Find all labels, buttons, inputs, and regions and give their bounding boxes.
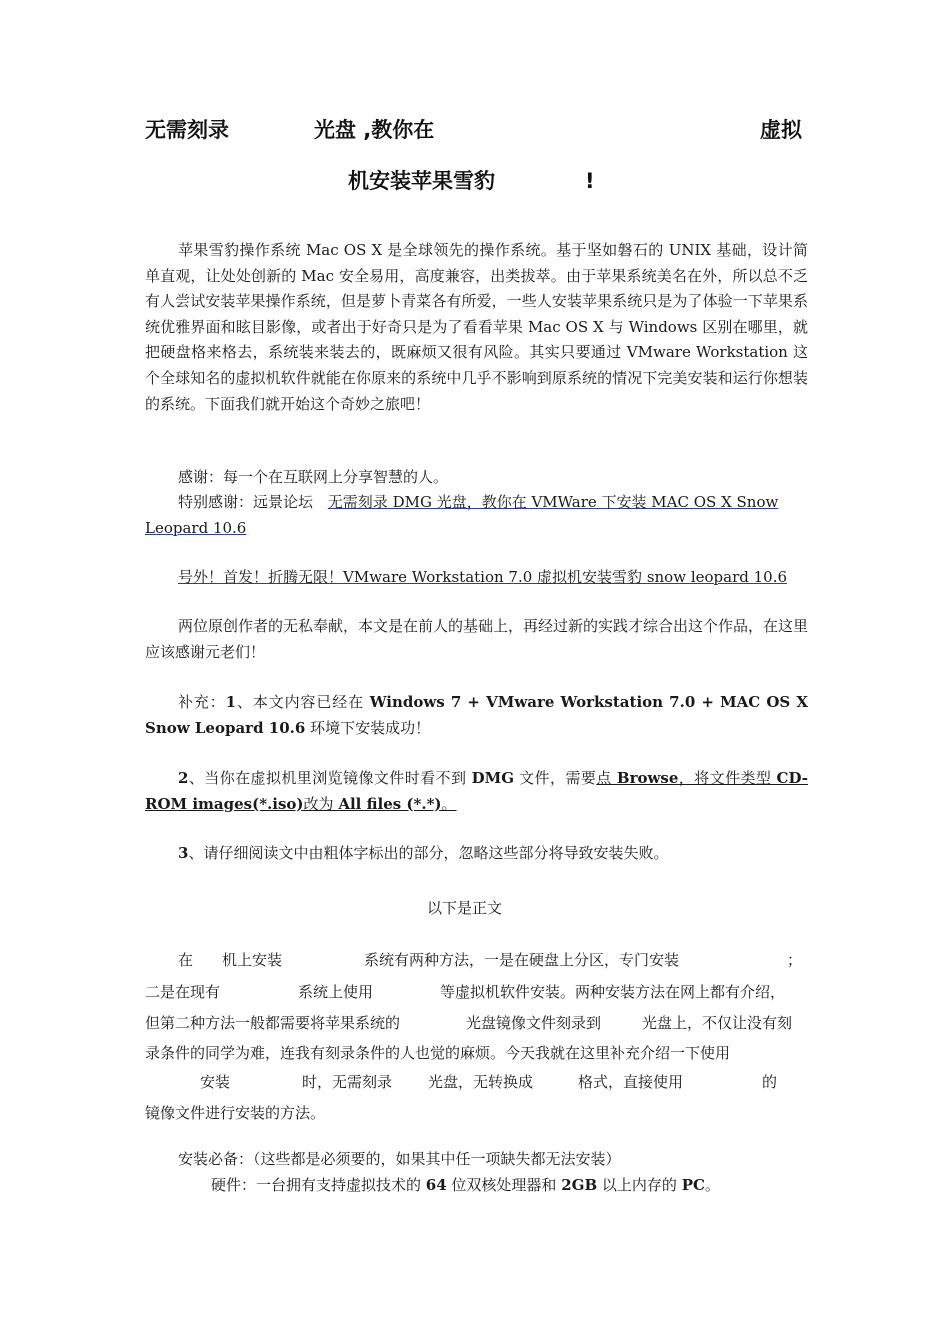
intro-paragraph: 苹果雪豹操作系统 Mac OS X 是全球领先的操作系统。基于坚如磐石的 UNIX 基础，设计简单直观，让处处创新的 Mac 安全易用，高度兼容，出类拔萃。由于苹果系统美名在外，所以总不乏有人尝试安装苹果操作系统，但是萝卜青菜各有所爱，一些人安装苹果系统只是为了体验一下苹果系统优雅界面和眩目影像，或者出于好奇只是为了看看苹果 Mac OS X 与 Windows 区别在哪里，就把硬盘格来格去，系统装来装去的，既麻烦又很有风险。其实只要通过 VMware Workstation 这个全球知名的虚拟机软件就能在你原来的系统中几乎不影响到原系统的情况下完美安装和运行你想装的系统。下面我们就开始这个奇妙之旅吧！ [145,241,808,413]
special-thanks-line [178,490,778,515]
supplement-item-1-post: 环境下安装成功！ [305,718,431,737]
hardware-line [211,1173,720,1198]
body-line-1a: 在 [178,951,194,969]
body-line-2b: 系统上使用 [298,983,374,1001]
body-line-5b: 时，无需刻录 [302,1073,393,1091]
body-line-3a: 但第二种方法一般都需要将苹果系统的 [145,1014,401,1032]
supplement-item-2-mid: 文件，需要 [514,769,597,787]
body-line-3c: 光盘上，不仅让没有刻 [642,1014,793,1032]
hardware-64: 64 [425,1176,447,1194]
supplement-item-3-text: 、请仔细阅读文中由粗体字标出的部分，忽略这些部分将导致安装失败。 [188,844,669,862]
body-line-6: 镜像文件进行安装的方法。 [145,1104,326,1122]
supplement-item-2-u4: 。 [441,794,457,813]
supplement-item-1-number: 1 [225,693,237,711]
requirements-line: 安装必备：（这些都是必须要的，如果其中任一项缺失都无法安装） [178,1150,621,1168]
body-line-3b: 光盘镜像文件刻录到 [466,1014,602,1032]
forum-link-1[interactable]: 无需刻录 DMG 光盘，教你在 VMWare 下安装 MAC OS X Snow [327,493,779,511]
supplement-item-2-number: 2 [178,769,189,787]
supplement-item-2-u1: 点 [596,769,617,787]
body-heading: 以下是正文 [427,899,503,917]
title-line2-part2: ! [585,169,595,193]
body-line-2a: 二是在现有 [145,983,221,1001]
hardware-mid1: 位双核处理器和 [446,1176,562,1194]
all-files-bold: All files (*.*) [338,794,442,813]
supplement-label: 补充： [178,693,226,711]
supplement-item-1-pre: 、本文内容已经在 [236,693,370,711]
supplement-item-1 [145,690,808,741]
body-line-1b: 机上安装 [222,951,283,969]
hardware-2gb: 2GB [561,1176,598,1194]
supplement-item-2-pre: 、当你在虚拟机里浏览镜像文件时看不到 [188,769,472,787]
body-line-5e: 的 [762,1073,778,1091]
supplement-item-2-u2: ，将文件类型 [678,769,777,787]
body-line-5a: 安装 [200,1073,231,1091]
thanks-line: 感谢：每一个在互联网上分享智慧的人。 [178,468,449,486]
title-line1-part3: 虚拟 [760,118,802,142]
body-line-4: 录条件的同学为难，连我有刻录条件的人也觉的麻烦。今天我就在这里补充介绍一下使用 [145,1044,731,1062]
body-line-2c: 等虚拟机软件安装。两种安装方法在网上都有介绍， [440,983,786,1001]
forum-link-1-continued[interactable]: Leopard 10.6 [145,519,247,537]
supplement-item-3 [178,841,668,866]
body-line-5d: 格式，直接使用 [578,1073,684,1091]
body-line-1d: ； [787,951,803,969]
title-line1-part1: 无需刻录 [145,118,229,142]
special-thanks-prefix: 特别感谢：远景论坛 [178,493,314,511]
supplement-item-3-number: 3 [178,844,189,862]
forum-link-2[interactable]: 号外！首发！折腾无限！VMware Workstation 7.0 虚拟机安装雪豹 snow leopard 10.6 [178,568,788,586]
cdrom-images-bold: CD-ROM images(*.iso) [145,769,808,813]
hardware-end: 。 [704,1176,720,1194]
hardware-mid2: 以上内存的 [597,1176,682,1194]
credit-paragraph: 两位原创作者的无私奉献，本文是在前人的基础上，再经过新的实践才综合出这个作品，在这里应该感谢元老们！ [145,617,809,661]
hardware-pre: 硬件：一台拥有支持虚拟技术的 [211,1176,426,1194]
hardware-pc: PC [681,1176,705,1194]
supplement-item-2-u3: 改为 [303,794,339,813]
browse-bold: Browse [616,769,679,787]
title-line1-part2: 光盘 ,教你在 [314,118,435,142]
body-line-5c: 光盘，无转换成 [428,1073,534,1091]
title-line2-part1: 机安装苹果雪豹 [348,169,495,193]
body-line-1c: 系统有两种方法，一是在硬盘上分区，专门安装 [364,951,680,969]
dmg-bold: DMG [471,769,514,787]
supplement-item-1-environment: Windows 7 + VMware Workstation 7.0 + MAC OS X Snow Leopard 10.6 [145,693,808,737]
supplement-item-2 [145,766,808,817]
